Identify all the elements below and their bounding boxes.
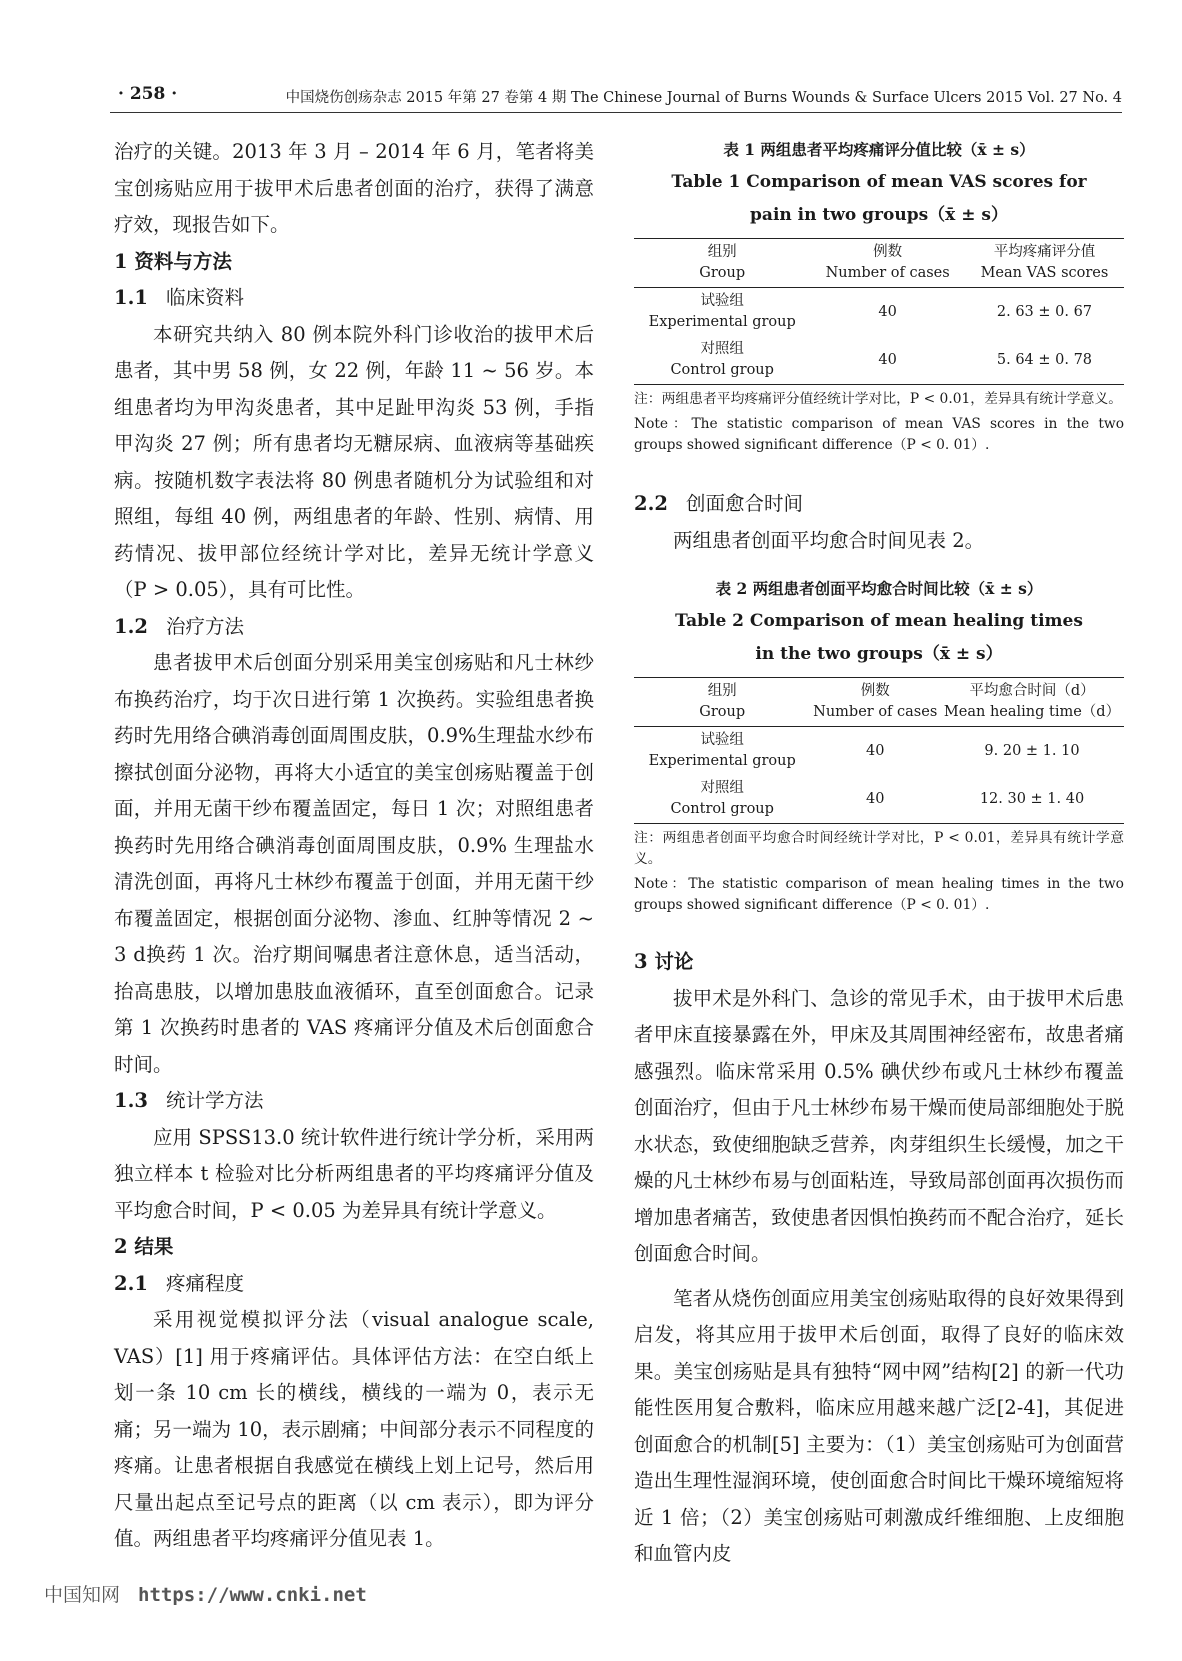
header-cases: 例数 Number of cases: [825, 244, 950, 281]
right-column: [634, 134, 1124, 1573]
watermark-footer: [44, 1580, 367, 1607]
discussion-paragraph-2: 笔者从烧伤创面应用美宝创疡贴取得的良好效果得到启发，将其应用于拔甲术后创面，取得了良好的临床效果。美宝创疡贴是具有独特“网中网”结构[2] 的新一代功能性医用复合敷料，临床应用越来越广泛[2-4]，其促进创面愈合的机制[5] 主要为：（1）美宝创疡贴可为创面营造出生理性湿润环境，使创面愈合时间比干燥环境缩短将近 1 倍；（2）美宝创疡贴可刺激成纤维细胞、上皮细胞和血管内皮: [634, 1286, 1124, 1565]
table-row: [634, 775, 1124, 824]
section-number: 1.3: [114, 1089, 148, 1112]
cases-cell: 40: [878, 351, 897, 368]
section-1-heading: 1 资料与方法: [114, 249, 232, 273]
intro-paragraph: 治疗的关键。2013 年 3 月 – 2014 年 6 月，笔者将美宝创疡贴应用于拔甲术后患者创面的治疗，获得了满意疗效，现报告如下。: [114, 140, 594, 236]
section-number: 1.1: [114, 286, 148, 309]
table-2-caption-en-line1: Table 2 Comparison of mean healing times: [675, 611, 1083, 631]
table-1-caption-en-line2: pain in two groups（x̄ ± s）: [750, 205, 1008, 225]
table-header-row: [634, 239, 1124, 288]
section-2-2-heading: [634, 486, 1124, 523]
section-number: 2.2: [634, 492, 668, 515]
value-cell: 2. 63 ± 0. 67: [996, 303, 1093, 320]
table-header-row: [634, 678, 1124, 727]
header-group: 组别 Group: [699, 244, 746, 281]
cases-cell: 40: [878, 303, 897, 320]
table-2-note-en: Note：The statistic comparison of mean healing times in the two groups showed significant difference（P < 0. 01）.: [634, 876, 1124, 913]
group-cell: 试验组 Experimental group: [648, 732, 796, 769]
value-cell: 9. 20 ± 1. 10: [984, 742, 1080, 759]
group-cell: 对照组 Control group: [670, 341, 774, 378]
table-2-caption-cn: 表 2 两组患者创面平均愈合时间比较（x̄ ± s）: [715, 579, 1043, 598]
section-title: 创面愈合时间: [685, 492, 803, 515]
table-1-caption-en-line1: Table 1 Comparison of mean VAS scores for: [671, 172, 1087, 192]
section-2-1-heading: [114, 1266, 594, 1303]
header-group: 组别 Group: [699, 683, 746, 720]
site-url: https://www.cnki.net: [138, 1584, 367, 1606]
section-number: 1.2: [114, 614, 148, 638]
statistics-paragraph: 应用 SPSS13.0 统计软件进行统计学分析，采用两独立样本 t 检验对比分析两组患者的平均疼痛评分值及平均愈合时间，P < 0.05 为差异具有统计学意义。: [114, 1125, 594, 1222]
section-title: 治疗方法: [165, 614, 244, 638]
table-2-note-cn: 注：两组患者创面平均愈合时间经统计学对比，P < 0.01，差异具有统计学意义。: [634, 830, 1124, 867]
cases-cell: 40: [865, 790, 885, 807]
table-row: [634, 288, 1124, 337]
value-cell: 12. 30 ± 1. 40: [979, 790, 1085, 807]
section-title: 统计学方法: [165, 1089, 264, 1112]
section-1-1-heading: [114, 280, 594, 317]
section-number: 2.1: [114, 1271, 148, 1295]
table-1: [634, 238, 1124, 385]
table-row: [634, 727, 1124, 776]
table-1-note-en: Note：The statistic comparison of mean VAS scores in the two groups showed significant difference（P < 0. 01）.: [634, 416, 1124, 453]
cases-cell: 40: [865, 742, 885, 759]
discussion-paragraph-1: 拔甲术是外科门、急诊的常见手术，由于拔甲术后患者甲床直接暴露在外，甲床及其周围神经密布，故患者痛感强烈。临床常采用 0.5% 碘伏纱布或凡士林纱布覆盖创面治疗，但由于凡士林纱布易干燥而使局部细胞处于脱水状态，致使细胞缺乏营养，肉芽组织生长缓慢，加之干燥的凡士林纱布易与创面粘连，导致局部创面再次损伤而增加患者痛苦，致使患者因惧怕换药而不配合治疗，延长创面愈合时间。: [634, 986, 1124, 1265]
section-3-heading: 3 讨论: [634, 950, 694, 973]
table-2-caption-en-line2: in the two groups（x̄ ± s）: [755, 644, 1003, 664]
group-cell: 对照组 Control group: [670, 780, 774, 817]
table-2: [634, 677, 1124, 824]
clinical-data-paragraph: 本研究共纳入 80 例本院外科门诊收治的拔甲术后患者，其中男 58 例，女 22 例，年龄 11 ~ 56 岁。本组患者均为甲沟炎患者，其中足趾甲沟炎 53 例，手指甲沟炎 27 例；所有患者均无糖尿病、血液病等基础疾病。按随机数字表法将 80 例患者随机分为试验组和对照组，每组 40 例，两组患者的年龄、性别、病情、用药情况、拔甲部位经统计学对比，差异无统计学意义（P > 0.05），具有可比性。: [114, 322, 594, 601]
page-number: · 258 ·: [118, 84, 178, 104]
running-header: [110, 82, 1122, 113]
table-row: [634, 336, 1124, 385]
header-value: 平均愈合时间（d） Mean healing time（d）: [943, 683, 1121, 720]
section-1-2-heading: [114, 609, 594, 646]
healing-paragraph: 两组患者创面平均愈合时间见表 2。: [673, 528, 985, 552]
header-value: 平均疼痛评分值 Mean VAS scores: [980, 244, 1109, 281]
header-cases: 例数 Number of cases: [813, 683, 938, 720]
value-cell: 5. 64 ± 0. 78: [996, 351, 1093, 368]
table-1-caption-cn: 表 1 两组患者平均疼痛评分值比较（x̄ ± s）: [723, 140, 1035, 159]
section-1-3-heading: [114, 1083, 594, 1120]
treatment-paragraph: 患者拔甲术后创面分别采用美宝创疡贴和凡士林纱布换药治疗，均于次日进行第 1 次换药。实验组患者换药时先用络合碘消毒创面周围皮肤，0.9%生理盐水纱布擦拭创面分泌物，再将大小适宜的美宝创疡贴覆盖于创面，并用无菌干纱布覆盖固定，每日 1 次；对照组患者换药时先用络合碘消毒创面周围皮肤，0.9% 生理盐水清洗创面，再将凡士林纱布覆盖于创面，并用无菌干纱布覆盖固定，根据创面分泌物、渗血、红肿等情况 2 ~ 3 d换药 1 次。治疗期间嘱患者注意休息，适当活动，抬高患肢，以增加患肢血液循环，直至创面愈合。记录第 1 次换药时患者的 VAS 疼痛评分值及术后创面愈合时间。: [114, 651, 594, 1076]
group-cell: 试验组 Experimental group: [648, 293, 796, 330]
section-title: 临床资料: [165, 286, 244, 309]
table-1-note-cn: 注：两组患者平均疼痛评分值经统计学对比，P < 0.01，差异具有统计学意义。: [634, 391, 1123, 407]
left-column: [114, 134, 594, 1558]
section-title: 疼痛程度: [165, 1271, 244, 1295]
site-name: 中国知网: [44, 1584, 121, 1606]
pain-paragraph: 采用视觉模拟评分法（visual analogue scale, VAS）[1] 用于疼痛评估。具体评估方法：在空白纸上划一条 10 cm 长的横线，横线的一端为 0，表示无痛；另一端为 10，表示剧痛；中间部分表示不同程度的疼痛。让患者根据自我感觉在横线上划上记号，然后用尺量出起点至记号点的距离（以 cm 表示），即为评分值。两组患者平均疼痛评分值见表 1。: [114, 1308, 594, 1550]
section-2-heading: 2 结果: [114, 1235, 174, 1258]
journal-title: 中国烧伤创疡杂志 2015 年第 27 卷第 4 期 The Chinese Journal of Burns Wounds & Surface Ulcers 2015 Vol. 27 No. 4: [285, 90, 1122, 106]
